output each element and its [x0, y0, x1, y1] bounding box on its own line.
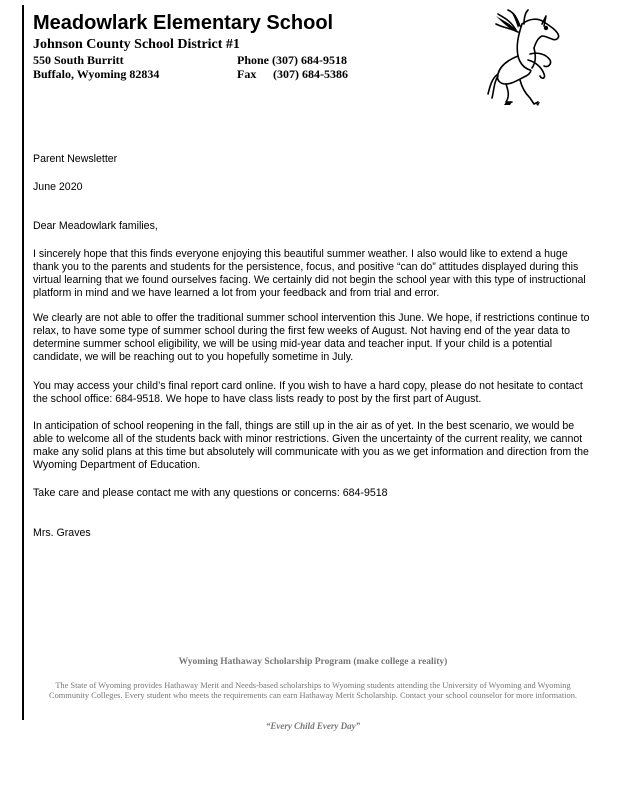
- fax-label: Fax: [237, 67, 257, 81]
- newsletter-heading: Parent Newsletter: [33, 153, 118, 165]
- city-address: Buffalo, Wyoming 82834: [33, 67, 160, 81]
- footer-motto: “Every Child Every Day”: [265, 721, 361, 731]
- school-name: Meadowlark Elementary School: [33, 12, 334, 34]
- mustang-horse-mascot-icon: [486, 8, 566, 106]
- letter-date: June 2020: [33, 181, 83, 193]
- district-name: Johnson County School District #1: [33, 37, 240, 52]
- letter-paragraph: I sincerely hope that this finds everyone enjoying this beautiful summer weather. I also would like to extend a huge thank you to the parents and students for the persistence, focus, and positive “can do” attitudes displayed during this virtual learning that we found ourselves facing. We certainly did not begin the school year with this type of instructional platform in mind and we have learned a lot from your feedback and from trial and error.: [33, 248, 586, 299]
- fax-number: [237, 67, 348, 82]
- letter-signature: Mrs. Graves: [33, 527, 91, 539]
- letter-paragraph: We clearly are not able to offer the traditional summer school intervention this June. We hope, if restrictions continue to relax, to have some type of summer school during the first few weeks of August. Not having end of the year data to determine summer school eligibility, we will be using mid-year data and teacher input. If your child is a potential candidate, we will be reaching out to you hopefully sometime in July.: [33, 312, 590, 363]
- phone-number: Phone (307) 684-9518: [237, 53, 347, 67]
- letter-greeting: Dear Meadowlark families,: [33, 220, 158, 232]
- letter-paragraph: You may access your child’s final report card online. If you wish to have a hard copy, please do not hesitate to contact the school office: 684-9518. We hope to have class lists ready to post by the first part of August.: [33, 380, 583, 405]
- street-address: 550 South Burritt: [33, 53, 124, 67]
- footer-body: The State of Wyoming provides Hathaway Merit and Needs-based scholarships to Wyoming students attending the University of Wyoming and Wyoming Community Colleges. Every student who meets the requirements can earn Hathaway Merit Scholarship. Contact your school counselor for more information.: [49, 681, 577, 700]
- letter-paragraph: In anticipation of school reopening in the fall, things are still up in the air as of yet. In the best scenario, we would be able to welcome all of the students back with minor restrictions. Given the uncertainty of the current reality, we cannot make any solid plans at this time but absolutely will communicate with you as we get information and direction from the Wyoming Department of Education.: [33, 420, 589, 471]
- footer-title: Wyoming Hathaway Scholarship Program (make college a reality): [178, 657, 448, 667]
- letterhead-rule: [22, 5, 24, 720]
- letter-paragraph: Take care and please contact me with any questions or concerns: 684-9518: [33, 487, 388, 499]
- fax-value: (307) 684-5386: [273, 67, 348, 81]
